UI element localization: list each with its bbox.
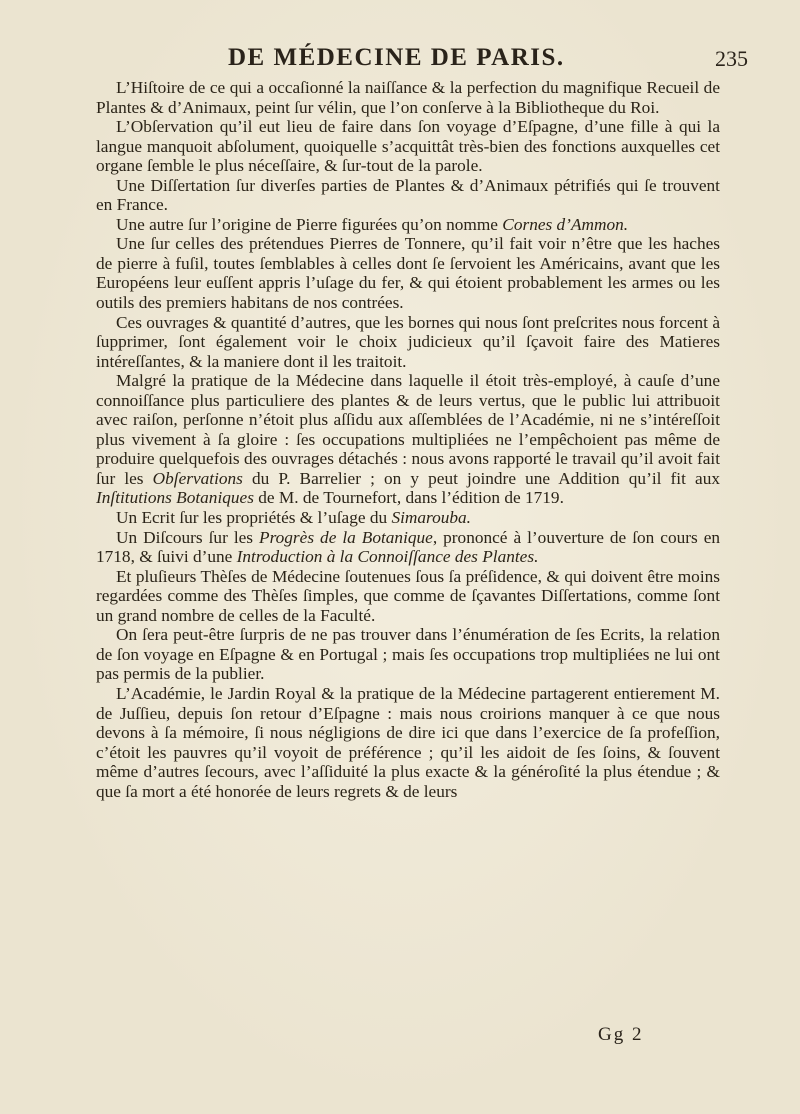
body-text xyxy=(96,78,720,801)
text-run: L’Hiſtoire de ce qui a occaſionné la naiſſance & la perfection du magnifique Recueil de Plantes & d’Animaux, peint ſur vélin, que l’on conſerve à la Bibliotheque du Roi. xyxy=(96,78,720,117)
signature-mark: Gg 2 xyxy=(598,1024,644,1045)
paragraph xyxy=(96,313,720,372)
text-run: On ſera peut-être ſurpris de ne pas trouver dans l’énumération de ſes Ecrits, la relation de ſon voyage en Eſpagne & en Portugal ; mais ſes occupations trop multipliées ne lui ont pas permis de la publier. xyxy=(96,625,720,684)
italic-text: Simarouba. xyxy=(391,508,471,528)
paragraph xyxy=(96,528,720,567)
paragraph xyxy=(96,215,720,235)
italic-text: Introduction à la Connoiſſance des Plantes. xyxy=(236,547,539,567)
paragraph xyxy=(96,567,720,626)
page-header xyxy=(90,44,760,78)
paragraph xyxy=(96,625,720,684)
paragraph xyxy=(96,684,720,801)
italic-text: Cornes d’Ammon. xyxy=(502,214,629,234)
text-run: Malgré la pratique de la Médecine dans laquelle il étoit très-employé, à cauſe d’une connoiſſance plus particuliere des plantes & de leurs vertus, que le public lui attribuoit avec raiſon, perſonne n’étoit plus aſſidu aux aſſemblées de l’Académie, ni ne s’intéreſſoit plus vivement à ſa gloire : ſes occupations multipliées ne l’empêchoient pas même de produire quelquefois des ouvrages détachés : nous avons rapporté le travail qu’il avoit fait ſur les xyxy=(96,371,720,488)
text-run: Une autre ſur l’origine de Pierre figurées qu’on nomme xyxy=(116,214,503,234)
paragraph xyxy=(96,176,720,215)
paragraph xyxy=(96,117,720,176)
text-run: L’Obſervation qu’il eut lieu de faire dans ſon voyage d’Eſpagne, d’une fille à qui la langue manquoit abſolument, quoiquelle s’acquittât très-bien des fonctions auxquelles cet organe ſemble le plus néceſſaire, & ſur-tout de la parole. xyxy=(96,117,720,176)
italic-text: Progrès de la Botanique xyxy=(259,527,433,547)
text-run: Un Ecrit ſur les propriétés & l’uſage du xyxy=(116,508,392,528)
paragraph xyxy=(96,371,720,508)
paragraph xyxy=(96,78,720,117)
paragraph xyxy=(96,234,720,312)
text-run: Et pluſieurs Thèſes de Médecine ſoutenues ſous ſa préſidence, & qui doivent être moins regardées comme des Thèſes ſimples, que comme de ſçavantes Diſſertations, comme ſont un grand nombre de celles de la Faculté. xyxy=(96,566,720,625)
text-run: de M. de Tournefort, dans l’édition de 1719. xyxy=(253,488,564,508)
text-run: Une Diſſertation ſur diverſes parties de Plantes & d’Animaux pétrifiés qui ſe trouvent en France. xyxy=(96,175,720,215)
italic-text: Obſervations xyxy=(152,468,243,488)
page-number: 235 xyxy=(715,46,748,71)
paragraph xyxy=(96,508,720,528)
text-run: Un Diſcours ſur les xyxy=(116,527,260,547)
text-run: L’Académie, le Jardin Royal & la pratique de la Médecine partagerent entierement M. de Juſſieu, depuis ſon retour d’Eſpagne : mais nous croirions manquer à ce que nous devons à ſa mémoire, ſi nous négligions de dire ici que dans l’exercice de ſa profeſſion, c’étoit les pauvres qu’il voyoit de préférence ; qu’il les aidoit de ſes ſoins, & ſouvent même d’autres ſecours, avec l’aſſiduité la plus exacte & la généroſité la plus étendue ; & que ſa mort a été honorée de leurs regrets & de leurs xyxy=(96,683,720,801)
text-run: Ces ouvrages & quantité d’autres, que les bornes qui nous ſont preſcrites nous forcent à ſupprimer, ſont également voir le choix judicieux qu’il ſçavoit faire des Matieres intéreſſantes, & la maniere dont il les traitoit. xyxy=(96,312,720,371)
text-run: Une ſur celles des prétendues Pierres de Tonnere, qu’il fait voir n’être que les haches de pierre à fuſil, toutes ſemblables à celles dont ſe ſervoient les Américains, avant que les Européens leur euſſent appris l’uſage du fer, & qui étoient probablement les armes ou les outils des premiers habitans de nos contrées. xyxy=(96,234,720,313)
text-run: du P. Barrelier ; on y peut joindre une Addition qu’il fit aux xyxy=(242,468,720,488)
italic-text: Inſtitutions Botaniques xyxy=(96,488,254,508)
text-run: , prononcé à l’ouverture de ſon cours en 1718, & ſuivi d’une xyxy=(96,527,721,567)
running-title: DE MÉDECINE DE PARIS. xyxy=(228,44,565,71)
